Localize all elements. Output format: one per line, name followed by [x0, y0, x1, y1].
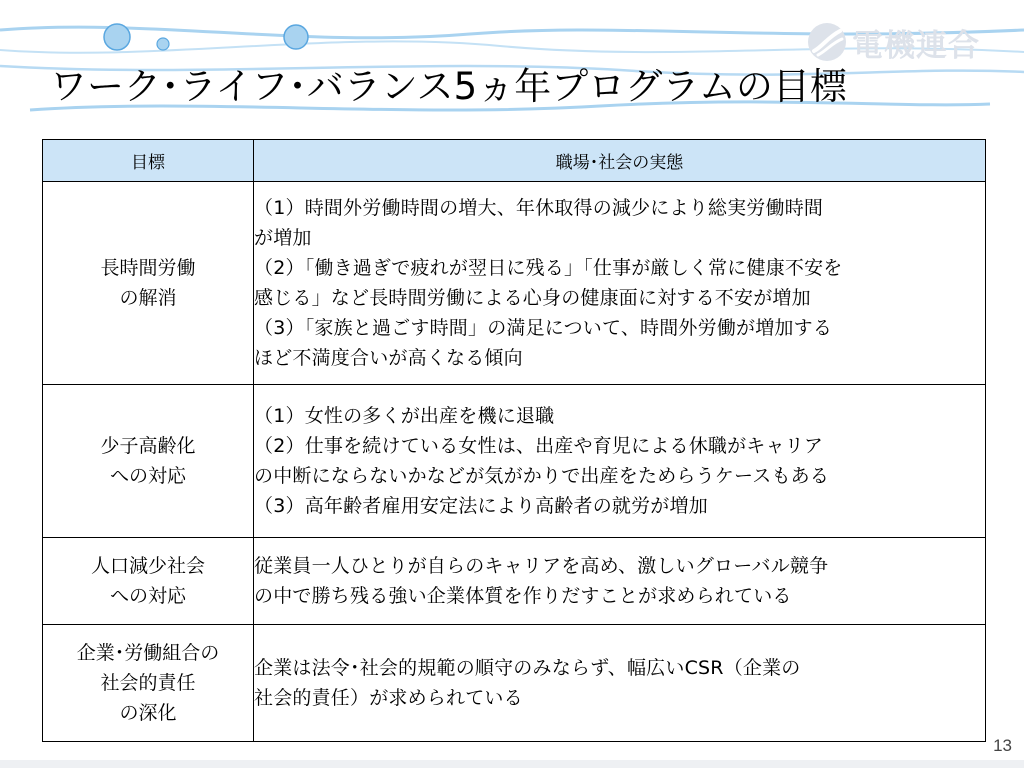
goal-cell: 人口減少社会 への対応: [43, 538, 254, 625]
table-header-row: [43, 140, 986, 182]
reality-line: （3）高年齢者雇用安定法により高齢者の就労が増加: [254, 495, 708, 517]
bubble-1: [104, 24, 130, 50]
goal-cell: 長時間労働 の解消: [43, 182, 254, 385]
reality-line: 企業は法令･社会的規範の順守のみならず、幅広いCSR（企業の: [254, 657, 801, 679]
reality-line: （3）「家族と過ごす時間」の満足について、時間外労働が増加する: [254, 317, 833, 339]
table-row: [43, 625, 986, 742]
reality-line: （2）「働き過ぎで疲れが翌日に残る」「仕事が厳しく常に健康不安を: [254, 257, 843, 279]
reality-line: 社会的責任）が求められている: [254, 687, 523, 709]
reality-line: が増加: [254, 227, 312, 249]
header-reality: 職場･社会の実態: [254, 140, 986, 182]
bubble-3: [284, 25, 308, 49]
page-title: ワーク･ライフ･バランス5ヵ年プログラムの目標: [50, 65, 847, 108]
footer-bar: [0, 760, 1024, 768]
bubble-2: [157, 38, 169, 50]
logo-text: 電機連合: [852, 27, 980, 64]
page-number: 13: [993, 736, 1012, 755]
reality-cell: [254, 385, 986, 538]
reality-line: 感じる」など長時間労働による心身の健康面に対する不安が増加: [254, 287, 811, 309]
reality-line: の中断にならないかなどが気がかりで出産をためらうケースもある: [254, 465, 830, 487]
logo-mark-icon: [806, 21, 848, 63]
reality-line: 従業員一人ひとりが自らのキャリアを高め、激しいグローバル競争: [254, 555, 829, 577]
table-row: [43, 385, 986, 538]
table-row: [43, 182, 986, 385]
table-row: [43, 538, 986, 625]
reality-line: （1）時間外労働時間の増大、年休取得の減少により総実労働時間: [254, 197, 824, 219]
goals-table: [42, 139, 986, 742]
goal-cell: 企業･労働組合の 社会的責任 の深化: [43, 625, 254, 742]
header-goal: 目標: [43, 140, 254, 182]
reality-line: （2）仕事を続けている女性は、出産や育児による休職がキャリア: [254, 435, 824, 457]
reality-cell: [254, 625, 986, 742]
reality-cell: [254, 182, 986, 385]
denki-rengo-logo: [806, 20, 980, 64]
reality-cell: [254, 538, 986, 625]
goal-cell: 少子高齢化 への対応: [43, 385, 254, 538]
reality-line: （1）女性の多くが出産を機に退職: [254, 405, 555, 427]
reality-line: の中で勝ち残る強い企業体質を作りだすことが求められている: [254, 585, 792, 607]
reality-line: ほど不満度合いが高くなる傾向: [254, 347, 523, 369]
